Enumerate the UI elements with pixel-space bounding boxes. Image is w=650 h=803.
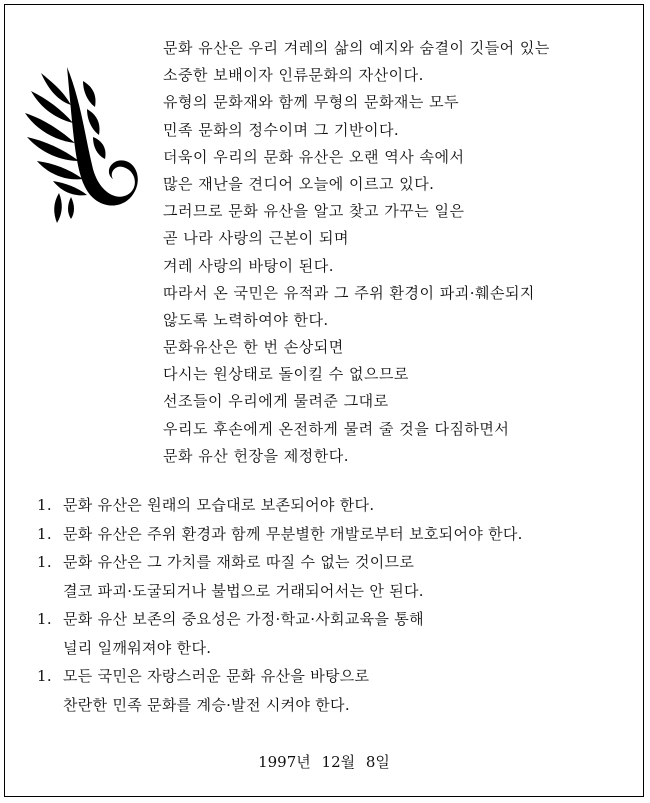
article-text: 문화 유산은 주위 환경과 함께 무분별한 개발로부터 보호되어야 한다. — [63, 524, 523, 543]
article-text: 문화 유산은 원래의 모습대로 보존되어야 한다. — [63, 496, 375, 514]
article-text: 널리 일깨워져야 한다. — [63, 638, 212, 657]
preamble-line: 문화 유산은 우리 겨레의 삶의 예지와 숨결이 깃들어 있는 — [163, 39, 550, 57]
article-text: 모든 국민은 자랑스러운 문화 유산을 바탕으로 — [63, 667, 370, 685]
preamble-line: 문화유산은 한 번 손상되면 — [163, 338, 344, 357]
article-number: 1. — [37, 667, 52, 685]
preamble-line: 곧 나라 사랑의 근본이 되며 — [163, 229, 349, 248]
article-number: 1. — [37, 524, 52, 543]
leaf-ornament-icon — [23, 61, 141, 227]
article-text: 문화 유산 보존의 중요성은 가정·학교·사회교육을 통해 — [63, 610, 424, 628]
preamble-line: 선조들이 우리에게 물려준 그대로 — [163, 392, 389, 411]
article-text: 찬란한 민족 문화를 계승·발전 시켜야 한다. — [63, 695, 350, 714]
article-number: 1. — [37, 496, 52, 514]
preamble-line: 유형의 문화재와 함께 무형의 문화재는 모두 — [163, 93, 460, 112]
charter-preamble — [163, 35, 633, 470]
preamble-line: 더욱이 우리의 문화 유산은 오랜 역사 속에서 — [163, 147, 465, 166]
preamble-line: 그러므로 문화 유산을 알고 찾고 가꾸는 일은 — [163, 202, 465, 221]
preamble-line: 우리도 후손에게 온전하게 물려 줄 것을 다짐하면서 — [163, 419, 510, 438]
article-item — [37, 548, 637, 605]
preamble-line: 소중한 보배이자 인류문화의 자산이다. — [163, 66, 424, 85]
article-number: 1. — [37, 610, 52, 628]
article-text: 문화 유산은 그 가치를 재화로 따질 수 없는 것이므로 — [63, 553, 415, 571]
preamble-line: 문화 유산 헌장을 제정한다. — [163, 446, 349, 465]
document-page — [4, 4, 644, 797]
preamble-line: 민족 문화의 정수이며 그 기반이다. — [163, 120, 400, 139]
enactment-date: 1997년 12월 8일 — [258, 753, 390, 771]
preamble-line: 않도록 노력하여야 한다. — [163, 310, 329, 329]
preamble-line: 다시는 원상태로 돌이킬 수 없으므로 — [163, 365, 409, 384]
article-number: 1. — [37, 553, 52, 571]
article-item — [37, 605, 637, 662]
preamble-line: 따라서 온 국민은 유적과 그 주위 환경이 파괴·훼손되지 — [163, 283, 535, 302]
article-item — [37, 662, 637, 719]
preamble-line: 많은 재난을 견디어 오늘에 이르고 있다. — [163, 174, 435, 193]
charter-articles — [37, 491, 637, 719]
article-text: 결코 파괴·도굴되거나 불법으로 거래되어서는 안 된다. — [63, 581, 424, 600]
preamble-line: 겨레 사랑의 바탕이 된다. — [163, 256, 334, 275]
article-item — [37, 520, 637, 549]
article-item — [37, 491, 637, 520]
